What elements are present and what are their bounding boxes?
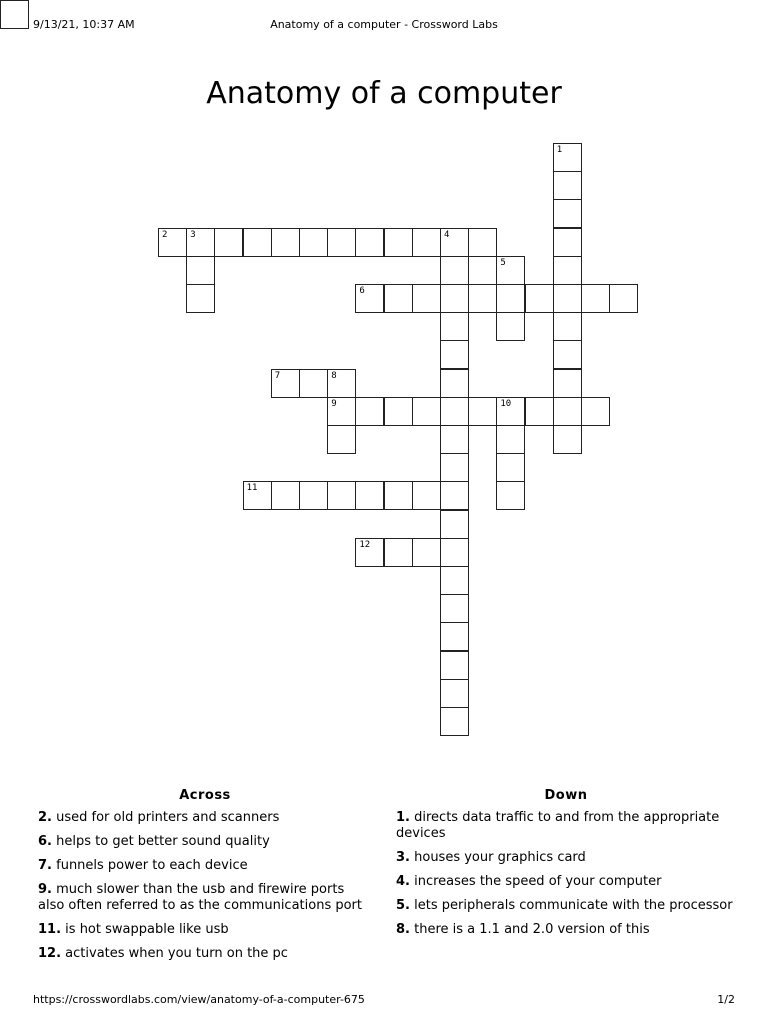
grid-cell[interactable]: [327, 397, 356, 426]
cell-number: 3: [190, 229, 196, 240]
down-clue: 1. directs data traffic to and from the appropriate devices: [396, 810, 720, 841]
grid-cell[interactable]: [412, 228, 441, 257]
grid-cell[interactable]: [440, 228, 469, 257]
grid-cell[interactable]: [384, 538, 413, 567]
cell-number: 2: [162, 229, 168, 240]
grid-cell[interactable]: [468, 397, 497, 426]
grid-cell[interactable]: [0, 0, 29, 29]
grid-cell[interactable]: [553, 284, 582, 313]
grid-cell[interactable]: [384, 397, 413, 426]
grid-cell[interactable]: [440, 340, 469, 369]
grid-cell[interactable]: [214, 228, 243, 257]
grid-cell[interactable]: [553, 369, 582, 398]
grid-cell[interactable]: [468, 228, 497, 257]
grid-cell[interactable]: [496, 397, 525, 426]
grid-cell[interactable]: [440, 312, 469, 341]
grid-cell[interactable]: [440, 284, 469, 313]
grid-cell[interactable]: [496, 256, 525, 285]
grid-cell[interactable]: [355, 538, 384, 567]
across-clue: 2. used for old printers and scanners: [38, 810, 280, 825]
grid-cell[interactable]: [609, 284, 638, 313]
grid-cell[interactable]: [327, 228, 356, 257]
grid-cell[interactable]: [186, 228, 215, 257]
grid-cell[interactable]: [496, 425, 525, 454]
across-clue: 12. activates when you turn on the pc: [38, 946, 288, 961]
grid-cell[interactable]: [299, 481, 328, 510]
grid-cell[interactable]: [440, 453, 469, 482]
across-heading: Across: [179, 788, 231, 803]
down-heading: Down: [544, 788, 588, 803]
down-clue: 3. houses your graphics card: [396, 850, 586, 865]
grid-cell[interactable]: [243, 481, 272, 510]
across-clue: 6. helps to get better sound quality: [38, 834, 270, 849]
cell-number: 5: [500, 257, 506, 268]
grid-cell[interactable]: [553, 397, 582, 426]
grid-cell[interactable]: [186, 284, 215, 313]
grid-cell[interactable]: [440, 707, 469, 736]
down-clues: [396, 788, 736, 946]
down-clue: 8. there is a 1.1 and 2.0 version of this: [396, 922, 650, 937]
grid-cell[interactable]: [440, 538, 469, 567]
grid-cell[interactable]: [440, 594, 469, 623]
across-clues: [38, 788, 372, 970]
grid-cell[interactable]: [440, 510, 469, 539]
cell-number: 11: [246, 483, 258, 494]
across-clue: 11. is hot swappable like usb: [38, 922, 229, 937]
grid-cell[interactable]: [271, 369, 300, 398]
grid-cell[interactable]: [553, 425, 582, 454]
grid-cell[interactable]: [553, 199, 582, 228]
grid-cell[interactable]: [355, 284, 384, 313]
across-clue: 9. much slower than the usb and firewire ports also often referred to as the communications port: [38, 882, 363, 913]
grid-cell[interactable]: [412, 481, 441, 510]
print-url: https://crosswordlabs.com/view/anatomy-of-a-computer-675: [33, 993, 365, 1006]
grid-cell[interactable]: [384, 228, 413, 257]
grid-cell[interactable]: [581, 397, 610, 426]
grid-cell[interactable]: [496, 453, 525, 482]
grid-cell[interactable]: [186, 256, 215, 285]
grid-cell[interactable]: [440, 622, 469, 651]
grid-cell[interactable]: [440, 256, 469, 285]
grid-cell[interactable]: [553, 171, 582, 200]
down-clue: 4. increases the speed of your computer: [396, 874, 662, 889]
grid-cell[interactable]: [525, 397, 554, 426]
grid-cell[interactable]: [440, 397, 469, 426]
grid-cell[interactable]: [243, 228, 272, 257]
grid-cell[interactable]: [440, 651, 469, 680]
print-page-number: 1/2: [717, 993, 735, 1006]
grid-cell[interactable]: [440, 369, 469, 398]
across-clue: 7. funnels power to each device: [38, 858, 248, 873]
grid-cell[interactable]: [327, 369, 356, 398]
puzzle-title: Anatomy of a computer: [206, 76, 562, 111]
grid-cell[interactable]: [355, 228, 384, 257]
grid-cell[interactable]: [299, 369, 328, 398]
grid-cell[interactable]: [440, 481, 469, 510]
cell-number: 7: [274, 370, 281, 381]
grid-cell[interactable]: [440, 566, 469, 595]
cell-number: 12: [359, 539, 371, 550]
grid-cell[interactable]: [440, 679, 469, 708]
grid-cell[interactable]: [271, 228, 300, 257]
grid-cell[interactable]: [496, 312, 525, 341]
grid-cell[interactable]: [553, 312, 582, 341]
grid-cell[interactable]: [299, 228, 328, 257]
grid-cell[interactable]: [553, 340, 582, 369]
grid-cell[interactable]: [581, 284, 610, 313]
grid-cell[interactable]: [355, 481, 384, 510]
grid-cell[interactable]: [553, 228, 582, 257]
print-datetime: 9/13/21, 10:37 AM: [33, 18, 135, 31]
grid-cell[interactable]: [355, 397, 384, 426]
grid-cell[interactable]: [412, 397, 441, 426]
cell-number: 9: [331, 398, 337, 409]
grid-cell[interactable]: [384, 481, 413, 510]
grid-cell[interactable]: [440, 425, 469, 454]
down-clue: 5. lets peripherals communicate with the processor: [396, 898, 733, 913]
grid-cell[interactable]: [327, 481, 356, 510]
grid-cell[interactable]: [412, 284, 441, 313]
cell-number: 10: [500, 398, 512, 409]
cell-number: 1: [556, 145, 563, 155]
grid-cell[interactable]: [496, 284, 525, 313]
print-page-title: Anatomy of a computer - Crossword Labs: [270, 18, 498, 31]
grid-cell[interactable]: [496, 481, 525, 510]
grid-cell[interactable]: [327, 425, 356, 454]
cell-number: 6: [359, 286, 365, 296]
grid-cell[interactable]: [468, 284, 497, 313]
cell-number: 8: [331, 370, 337, 381]
grid-cell[interactable]: [553, 143, 582, 172]
grid-cell[interactable]: [271, 481, 300, 510]
grid-cell[interactable]: [384, 284, 413, 313]
grid-cell[interactable]: [553, 256, 582, 285]
grid-cell[interactable]: [412, 538, 441, 567]
cell-number: 4: [444, 229, 450, 240]
grid-cell[interactable]: [525, 284, 554, 313]
grid-cell[interactable]: [158, 228, 187, 257]
